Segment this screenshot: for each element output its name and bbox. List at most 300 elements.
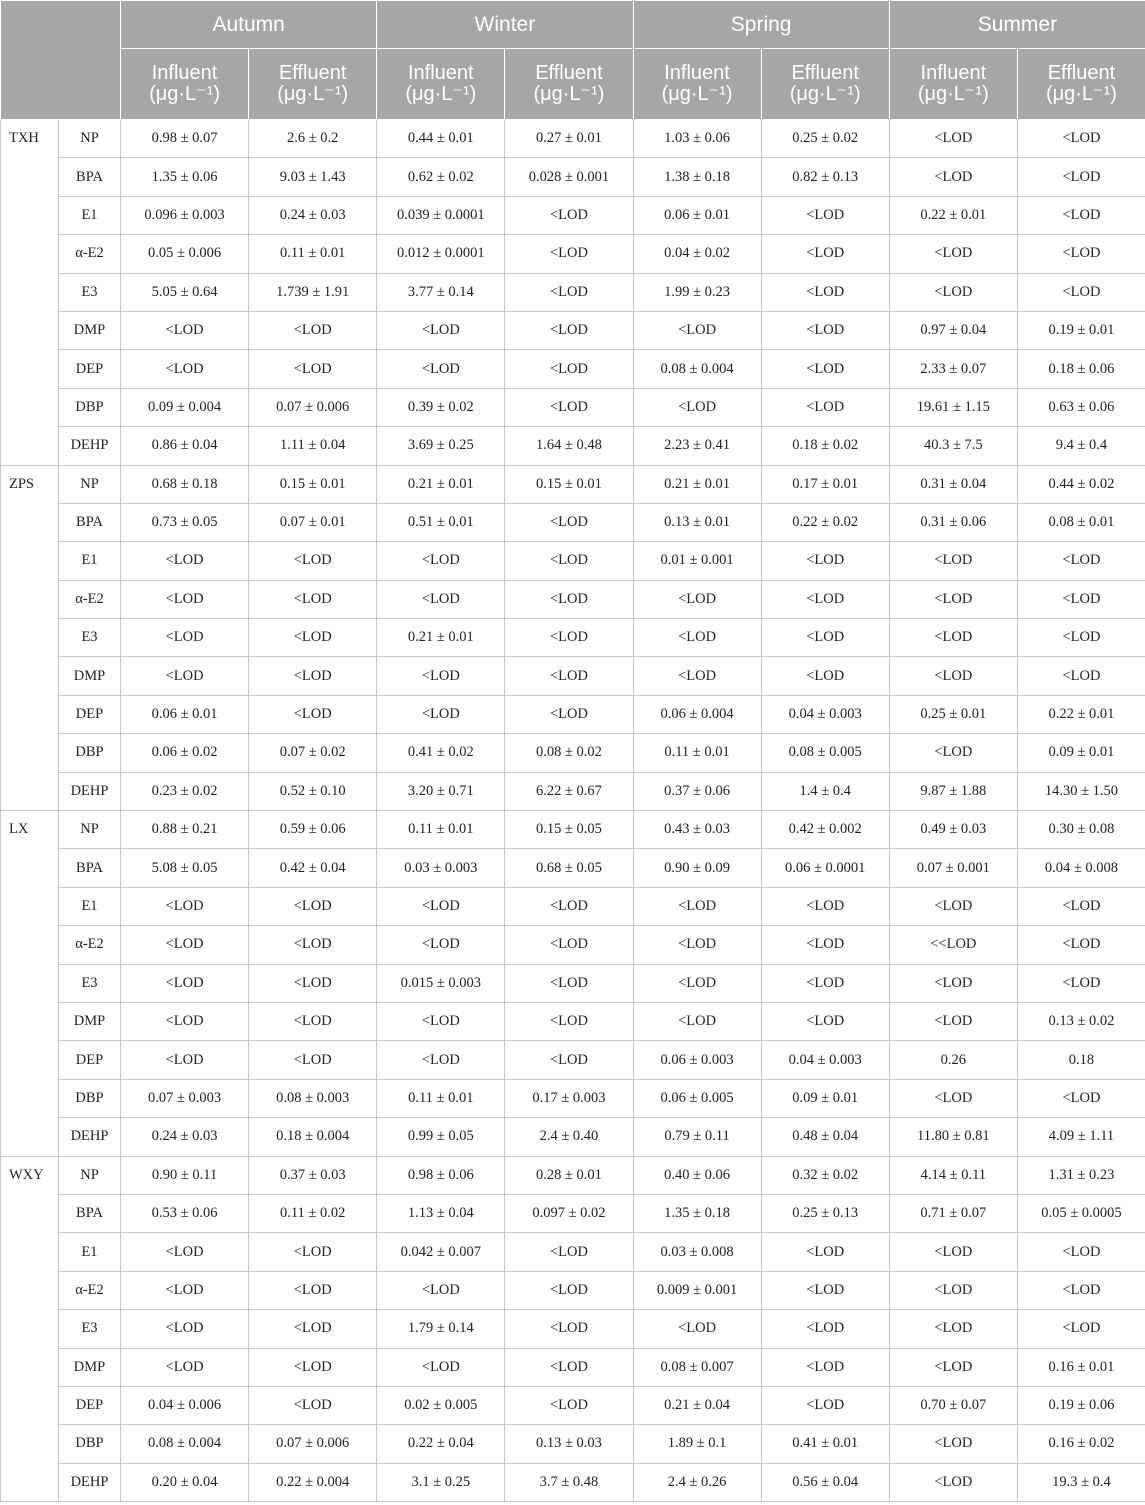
table-row: [1, 120, 1145, 158]
value-cell: 0.21 ± 0.01: [633, 465, 761, 503]
value-cell: 0.13 ± 0.01: [633, 503, 761, 541]
value-cell: 0.05 ± 0.0005: [1017, 1194, 1145, 1232]
value-cell: <LOD: [761, 273, 889, 311]
value-cell: 0.039 ± 0.0001: [377, 196, 505, 234]
compound-cell: E3: [59, 619, 121, 657]
value-cell: 0.56 ± 0.04: [761, 1463, 889, 1501]
value-cell: <LOD: [249, 887, 377, 925]
value-cell: 5.08 ± 0.05: [121, 849, 249, 887]
sub-header-label: Influent: [664, 62, 730, 84]
value-cell: 0.06 ± 0.005: [633, 1079, 761, 1117]
compound-cell: E1: [59, 887, 121, 925]
value-cell: <LOD: [121, 350, 249, 388]
value-cell: <LOD: [377, 657, 505, 695]
value-cell: 0.22 ± 0.02: [761, 503, 889, 541]
value-cell: 0.06 ± 0.02: [121, 734, 249, 772]
value-cell: <LOD: [249, 1002, 377, 1040]
table-row: [1, 926, 1145, 964]
value-cell: <LOD: [377, 350, 505, 388]
table-row: [1, 503, 1145, 541]
compound-cell: α-E2: [59, 235, 121, 273]
value-cell: 0.18: [1017, 1041, 1145, 1079]
value-cell: 0.43 ± 0.03: [633, 811, 761, 849]
value-cell: <LOD: [505, 964, 633, 1002]
table-row: [1, 1233, 1145, 1271]
value-cell: 1.99 ± 0.23: [633, 273, 761, 311]
sub-header-row: [1, 49, 1145, 120]
table-row: [1, 311, 1145, 349]
value-cell: 0.82 ± 0.13: [761, 158, 889, 196]
value-cell: 0.07 ± 0.001: [889, 849, 1017, 887]
value-cell: <LOD: [249, 964, 377, 1002]
value-cell: <LOD: [249, 619, 377, 657]
value-cell: <LOD: [505, 657, 633, 695]
value-cell: 1.79 ± 0.14: [377, 1310, 505, 1348]
value-cell: 0.06 ± 0.0001: [761, 849, 889, 887]
value-cell: 0.30 ± 0.08: [1017, 811, 1145, 849]
value-cell: <LOD: [1017, 619, 1145, 657]
value-cell: 0.90 ± 0.11: [121, 1156, 249, 1194]
value-cell: 3.1 ± 0.25: [377, 1463, 505, 1501]
table-row: [1, 772, 1145, 810]
value-cell: 0.015 ± 0.003: [377, 964, 505, 1002]
value-cell: <LOD: [121, 1233, 249, 1271]
value-cell: 0.98 ± 0.07: [121, 120, 249, 158]
value-cell: 1.35 ± 0.18: [633, 1194, 761, 1232]
sub-header-label: Influent: [408, 62, 474, 84]
value-cell: 0.99 ± 0.05: [377, 1118, 505, 1156]
unit-label: (μg·L⁻¹): [661, 83, 733, 105]
compound-cell: E1: [59, 196, 121, 234]
value-cell: 5.05 ± 0.64: [121, 273, 249, 311]
unit-label: (μg·L⁻¹): [405, 83, 477, 105]
compound-cell: α-E2: [59, 926, 121, 964]
value-cell: 0.97 ± 0.04: [889, 311, 1017, 349]
value-cell: 0.18 ± 0.02: [761, 427, 889, 465]
value-cell: <LOD: [249, 1386, 377, 1424]
value-cell: <LOD: [505, 235, 633, 273]
compound-cell: E3: [59, 964, 121, 1002]
value-cell: 0.28 ± 0.01: [505, 1156, 633, 1194]
value-cell: 3.20 ± 0.71: [377, 772, 505, 810]
unit-label: (μg·L⁻¹): [277, 83, 349, 105]
table-row: [1, 580, 1145, 618]
value-cell: <LOD: [249, 657, 377, 695]
value-cell: <LOD: [761, 1271, 889, 1309]
value-cell: <LOD: [249, 1310, 377, 1348]
value-cell: 0.04 ± 0.003: [761, 695, 889, 733]
sub-header-label: Effluent: [535, 62, 603, 84]
value-cell: 0.27 ± 0.01: [505, 120, 633, 158]
value-cell: <LOD: [761, 1233, 889, 1271]
value-cell: 4.09 ± 1.11: [1017, 1118, 1145, 1156]
compound-cell: DEHP: [59, 427, 121, 465]
value-cell: <LOD: [121, 311, 249, 349]
value-cell: <LOD: [249, 926, 377, 964]
table-row: [1, 1271, 1145, 1309]
value-cell: 0.26: [889, 1041, 1017, 1079]
value-cell: <LOD: [505, 503, 633, 541]
compound-cell: NP: [59, 1156, 121, 1194]
value-cell: <LOD: [505, 1233, 633, 1271]
value-cell: 0.15 ± 0.01: [505, 465, 633, 503]
value-cell: 9.87 ± 1.88: [889, 772, 1017, 810]
table-row: [1, 1118, 1145, 1156]
table-row: [1, 427, 1145, 465]
value-cell: 0.21 ± 0.01: [377, 465, 505, 503]
value-cell: 19.61 ± 1.15: [889, 388, 1017, 426]
value-cell: 0.59 ± 0.06: [249, 811, 377, 849]
value-cell: <LOD: [761, 1002, 889, 1040]
value-cell: <LOD: [505, 580, 633, 618]
compound-cell: E1: [59, 542, 121, 580]
value-cell: <LOD: [1017, 1310, 1145, 1348]
effluent-header: [761, 49, 889, 120]
compound-cell: DMP: [59, 1348, 121, 1386]
value-cell: <LOD: [761, 1310, 889, 1348]
value-cell: 0.31 ± 0.04: [889, 465, 1017, 503]
value-cell: <LOD: [505, 1386, 633, 1424]
table-row: [1, 235, 1145, 273]
sub-header-label: Influent: [151, 62, 218, 84]
value-cell: 3.7 ± 0.48: [505, 1463, 633, 1501]
value-cell: 19.3 ± 0.4: [1017, 1463, 1145, 1501]
value-cell: 0.07 ± 0.006: [249, 1425, 377, 1463]
value-cell: <LOD: [505, 311, 633, 349]
compound-cell: E1: [59, 1233, 121, 1271]
value-cell: <LOD: [761, 657, 889, 695]
compound-cell: DBP: [59, 1079, 121, 1117]
value-cell: <LOD: [633, 657, 761, 695]
value-cell: 40.3 ± 7.5: [889, 427, 1017, 465]
value-cell: <LOD: [633, 964, 761, 1002]
season-header: Autumn: [121, 1, 377, 49]
value-cell: <LOD: [889, 734, 1017, 772]
value-cell: 0.07 ± 0.01: [249, 503, 377, 541]
effluent-header: [505, 49, 633, 120]
table-row: [1, 1079, 1145, 1117]
value-cell: 0.21 ± 0.01: [377, 619, 505, 657]
compound-cell: DBP: [59, 734, 121, 772]
value-cell: <LOD: [761, 350, 889, 388]
value-cell: 0.08 ± 0.003: [249, 1079, 377, 1117]
value-cell: <LOD: [761, 580, 889, 618]
value-cell: 1.38 ± 0.18: [633, 158, 761, 196]
compound-cell: DEP: [59, 350, 121, 388]
value-cell: 0.11 ± 0.01: [249, 235, 377, 273]
value-cell: 0.73 ± 0.05: [121, 503, 249, 541]
value-cell: 0.06 ± 0.003: [633, 1041, 761, 1079]
value-cell: 0.44 ± 0.02: [1017, 465, 1145, 503]
table-row: [1, 273, 1145, 311]
value-cell: <LOD: [761, 1348, 889, 1386]
value-cell: <LOD: [249, 1233, 377, 1271]
influent-header: [889, 49, 1017, 120]
value-cell: <LOD: [377, 926, 505, 964]
value-cell: <LOD: [889, 1310, 1017, 1348]
compound-cell: DEHP: [59, 772, 121, 810]
sub-header-label: Effluent: [791, 62, 859, 84]
value-cell: <LOD: [121, 1271, 249, 1309]
value-cell: 0.01 ± 0.001: [633, 542, 761, 580]
value-cell: 0.13 ± 0.03: [505, 1425, 633, 1463]
table-row: [1, 1310, 1145, 1348]
value-cell: <LOD: [249, 542, 377, 580]
value-cell: <LOD: [633, 619, 761, 657]
compound-cell: NP: [59, 811, 121, 849]
value-cell: 0.24 ± 0.03: [121, 1118, 249, 1156]
value-cell: <LOD: [377, 1002, 505, 1040]
value-cell: <LOD: [505, 695, 633, 733]
value-cell: 0.09 ± 0.01: [761, 1079, 889, 1117]
value-cell: 0.08 ± 0.004: [633, 350, 761, 388]
value-cell: <LOD: [377, 1041, 505, 1079]
value-cell: <LOD: [889, 158, 1017, 196]
value-cell: <LOD: [121, 580, 249, 618]
table-row: [1, 964, 1145, 1002]
value-cell: <LOD: [889, 273, 1017, 311]
value-cell: 3.77 ± 0.14: [377, 273, 505, 311]
value-cell: <LOD: [505, 196, 633, 234]
unit-label: (μg·L⁻¹): [149, 83, 221, 105]
table-row: [1, 734, 1145, 772]
value-cell: <LOD: [377, 695, 505, 733]
season-header: Winter: [377, 1, 633, 49]
value-cell: 0.13 ± 0.02: [1017, 1002, 1145, 1040]
value-cell: <LOD: [889, 1079, 1017, 1117]
value-cell: 0.17 ± 0.003: [505, 1079, 633, 1117]
value-cell: <LOD: [1017, 657, 1145, 695]
value-cell: 0.15 ± 0.05: [505, 811, 633, 849]
compound-cell: BPA: [59, 1194, 121, 1232]
value-cell: <LOD: [377, 311, 505, 349]
value-cell: <LOD: [249, 580, 377, 618]
sub-header-label: Effluent: [278, 62, 347, 84]
value-cell: 9.03 ± 1.43: [249, 158, 377, 196]
value-cell: 0.25 ± 0.13: [761, 1194, 889, 1232]
value-cell: 0.009 ± 0.001: [633, 1271, 761, 1309]
value-cell: <LOD: [505, 1310, 633, 1348]
value-cell: <LOD: [121, 619, 249, 657]
value-cell: <LOD: [761, 311, 889, 349]
value-cell: 0.03 ± 0.003: [377, 849, 505, 887]
value-cell: <LOD: [1017, 158, 1145, 196]
value-cell: 0.16 ± 0.01: [1017, 1348, 1145, 1386]
unit-label: (μg·L⁻¹): [789, 83, 861, 105]
value-cell: 0.42 ± 0.04: [249, 849, 377, 887]
value-cell: <LOD: [249, 311, 377, 349]
value-cell: 0.19 ± 0.01: [1017, 311, 1145, 349]
table-row: [1, 1041, 1145, 1079]
table-row: [1, 1002, 1145, 1040]
value-cell: <LOD: [121, 964, 249, 1002]
table-row: [1, 1194, 1145, 1232]
value-cell: 0.21 ± 0.04: [633, 1386, 761, 1424]
compound-cell: DEP: [59, 1041, 121, 1079]
value-cell: 0.40 ± 0.06: [633, 1156, 761, 1194]
site-name-cell: WXY: [1, 1156, 59, 1502]
value-cell: 0.68 ± 0.18: [121, 465, 249, 503]
value-cell: 2.33 ± 0.07: [889, 350, 1017, 388]
value-cell: <LOD: [249, 1041, 377, 1079]
value-cell: <LOD: [633, 926, 761, 964]
value-cell: 0.04 ± 0.006: [121, 1386, 249, 1424]
unit-label: (μg·L⁻¹): [917, 83, 989, 105]
value-cell: 0.07 ± 0.003: [121, 1079, 249, 1117]
value-cell: <LOD: [1017, 1233, 1145, 1271]
value-cell: 0.18 ± 0.004: [249, 1118, 377, 1156]
value-cell: <LOD: [1017, 196, 1145, 234]
value-cell: 0.41 ± 0.01: [761, 1425, 889, 1463]
value-cell: <LOD: [505, 350, 633, 388]
value-cell: <LOD: [633, 388, 761, 426]
value-cell: 0.096 ± 0.003: [121, 196, 249, 234]
value-cell: <LOD: [889, 120, 1017, 158]
value-cell: 14.30 ± 1.50: [1017, 772, 1145, 810]
value-cell: <LOD: [633, 887, 761, 925]
value-cell: <LOD: [377, 1271, 505, 1309]
value-cell: 0.20 ± 0.04: [121, 1463, 249, 1501]
table-row: [1, 465, 1145, 503]
value-cell: 0.15 ± 0.01: [249, 465, 377, 503]
value-cell: 0.11 ± 0.01: [633, 734, 761, 772]
value-cell: 0.18 ± 0.06: [1017, 350, 1145, 388]
compound-cell: BPA: [59, 158, 121, 196]
value-cell: <LOD: [761, 235, 889, 273]
compound-cell: NP: [59, 465, 121, 503]
compound-cell: DMP: [59, 1002, 121, 1040]
value-cell: <LOD: [505, 542, 633, 580]
value-cell: 1.11 ± 0.04: [249, 427, 377, 465]
value-cell: <LOD: [505, 1002, 633, 1040]
table-row: [1, 350, 1145, 388]
value-cell: 0.70 ± 0.07: [889, 1386, 1017, 1424]
compound-cell: DEHP: [59, 1118, 121, 1156]
value-cell: <LOD: [121, 887, 249, 925]
value-cell: <LOD: [889, 1002, 1017, 1040]
compound-cell: DBP: [59, 388, 121, 426]
unit-label: (μg·L⁻¹): [1045, 83, 1117, 105]
value-cell: <LOD: [121, 542, 249, 580]
value-cell: <LOD: [377, 1348, 505, 1386]
table-body: [1, 120, 1145, 1502]
value-cell: 0.62 ± 0.02: [377, 158, 505, 196]
value-cell: <LOD: [633, 580, 761, 618]
table-row: [1, 887, 1145, 925]
value-cell: 0.08 ± 0.005: [761, 734, 889, 772]
value-cell: 0.11 ± 0.02: [249, 1194, 377, 1232]
compound-cell: DEP: [59, 1386, 121, 1424]
value-cell: <LOD: [889, 235, 1017, 273]
corner-cell: [1, 1, 121, 120]
value-cell: <LOD: [889, 1425, 1017, 1463]
value-cell: 0.07 ± 0.02: [249, 734, 377, 772]
value-cell: <LOD: [889, 580, 1017, 618]
compound-cell: α-E2: [59, 1271, 121, 1309]
unit-label: (μg·L⁻¹): [533, 83, 605, 105]
value-cell: <LOD: [1017, 1079, 1145, 1117]
value-cell: <LOD: [505, 619, 633, 657]
value-cell: 0.42 ± 0.002: [761, 811, 889, 849]
value-cell: 0.53 ± 0.06: [121, 1194, 249, 1232]
table-row: [1, 158, 1145, 196]
compound-cell: BPA: [59, 503, 121, 541]
value-cell: <LOD: [121, 657, 249, 695]
compound-cell: BPA: [59, 849, 121, 887]
value-cell: 0.17 ± 0.01: [761, 465, 889, 503]
value-cell: 0.68 ± 0.05: [505, 849, 633, 887]
value-cell: 0.03 ± 0.008: [633, 1233, 761, 1271]
influent-header: [633, 49, 761, 120]
value-cell: 1.03 ± 0.06: [633, 120, 761, 158]
value-cell: 2.4 ± 0.26: [633, 1463, 761, 1501]
value-cell: 0.042 ± 0.007: [377, 1233, 505, 1271]
value-cell: <LOD: [505, 887, 633, 925]
sub-header-label: Influent: [920, 62, 987, 84]
value-cell: <LOD: [633, 1310, 761, 1348]
value-cell: <LOD: [505, 388, 633, 426]
value-cell: 0.24 ± 0.03: [249, 196, 377, 234]
value-cell: 0.86 ± 0.04: [121, 427, 249, 465]
value-cell: 9.4 ± 0.4: [1017, 427, 1145, 465]
value-cell: <LOD: [1017, 273, 1145, 311]
compound-cell: E3: [59, 1310, 121, 1348]
value-cell: <LOD: [249, 350, 377, 388]
value-cell: 0.39 ± 0.02: [377, 388, 505, 426]
value-cell: 0.06 ± 0.01: [633, 196, 761, 234]
value-cell: <LOD: [249, 1271, 377, 1309]
table-row: [1, 1386, 1145, 1424]
value-cell: <LOD: [761, 388, 889, 426]
table-row: [1, 196, 1145, 234]
value-cell: 0.32 ± 0.02: [761, 1156, 889, 1194]
value-cell: 0.37 ± 0.06: [633, 772, 761, 810]
value-cell: <LOD: [761, 542, 889, 580]
value-cell: <LOD: [249, 695, 377, 733]
effluent-header: [1017, 49, 1145, 120]
value-cell: 0.37 ± 0.03: [249, 1156, 377, 1194]
value-cell: <LOD: [761, 926, 889, 964]
value-cell: 0.63 ± 0.06: [1017, 388, 1145, 426]
influent-header: [377, 49, 505, 120]
value-cell: <LOD: [121, 1310, 249, 1348]
table-row: [1, 619, 1145, 657]
value-cell: 1.31 ± 0.23: [1017, 1156, 1145, 1194]
compound-cell: α-E2: [59, 580, 121, 618]
value-cell: <LOD: [761, 964, 889, 1002]
value-cell: 0.012 ± 0.0001: [377, 235, 505, 273]
site-name-cell: LX: [1, 811, 59, 1157]
value-cell: 1.13 ± 0.04: [377, 1194, 505, 1232]
value-cell: 0.44 ± 0.01: [377, 120, 505, 158]
value-cell: <LOD: [761, 196, 889, 234]
value-cell: 11.80 ± 0.81: [889, 1118, 1017, 1156]
value-cell: 3.69 ± 0.25: [377, 427, 505, 465]
value-cell: 1.64 ± 0.48: [505, 427, 633, 465]
value-cell: <LOD: [121, 1041, 249, 1079]
value-cell: 0.09 ± 0.004: [121, 388, 249, 426]
table-row: [1, 1425, 1145, 1463]
value-cell: 2.6 ± 0.2: [249, 120, 377, 158]
value-cell: <LOD: [889, 1463, 1017, 1501]
compound-cell: E3: [59, 273, 121, 311]
value-cell: 0.90 ± 0.09: [633, 849, 761, 887]
value-cell: <LOD: [505, 1271, 633, 1309]
value-cell: <LOD: [121, 926, 249, 964]
value-cell: 0.11 ± 0.01: [377, 811, 505, 849]
value-cell: <LOD: [1017, 1271, 1145, 1309]
value-cell: <LOD: [633, 1002, 761, 1040]
